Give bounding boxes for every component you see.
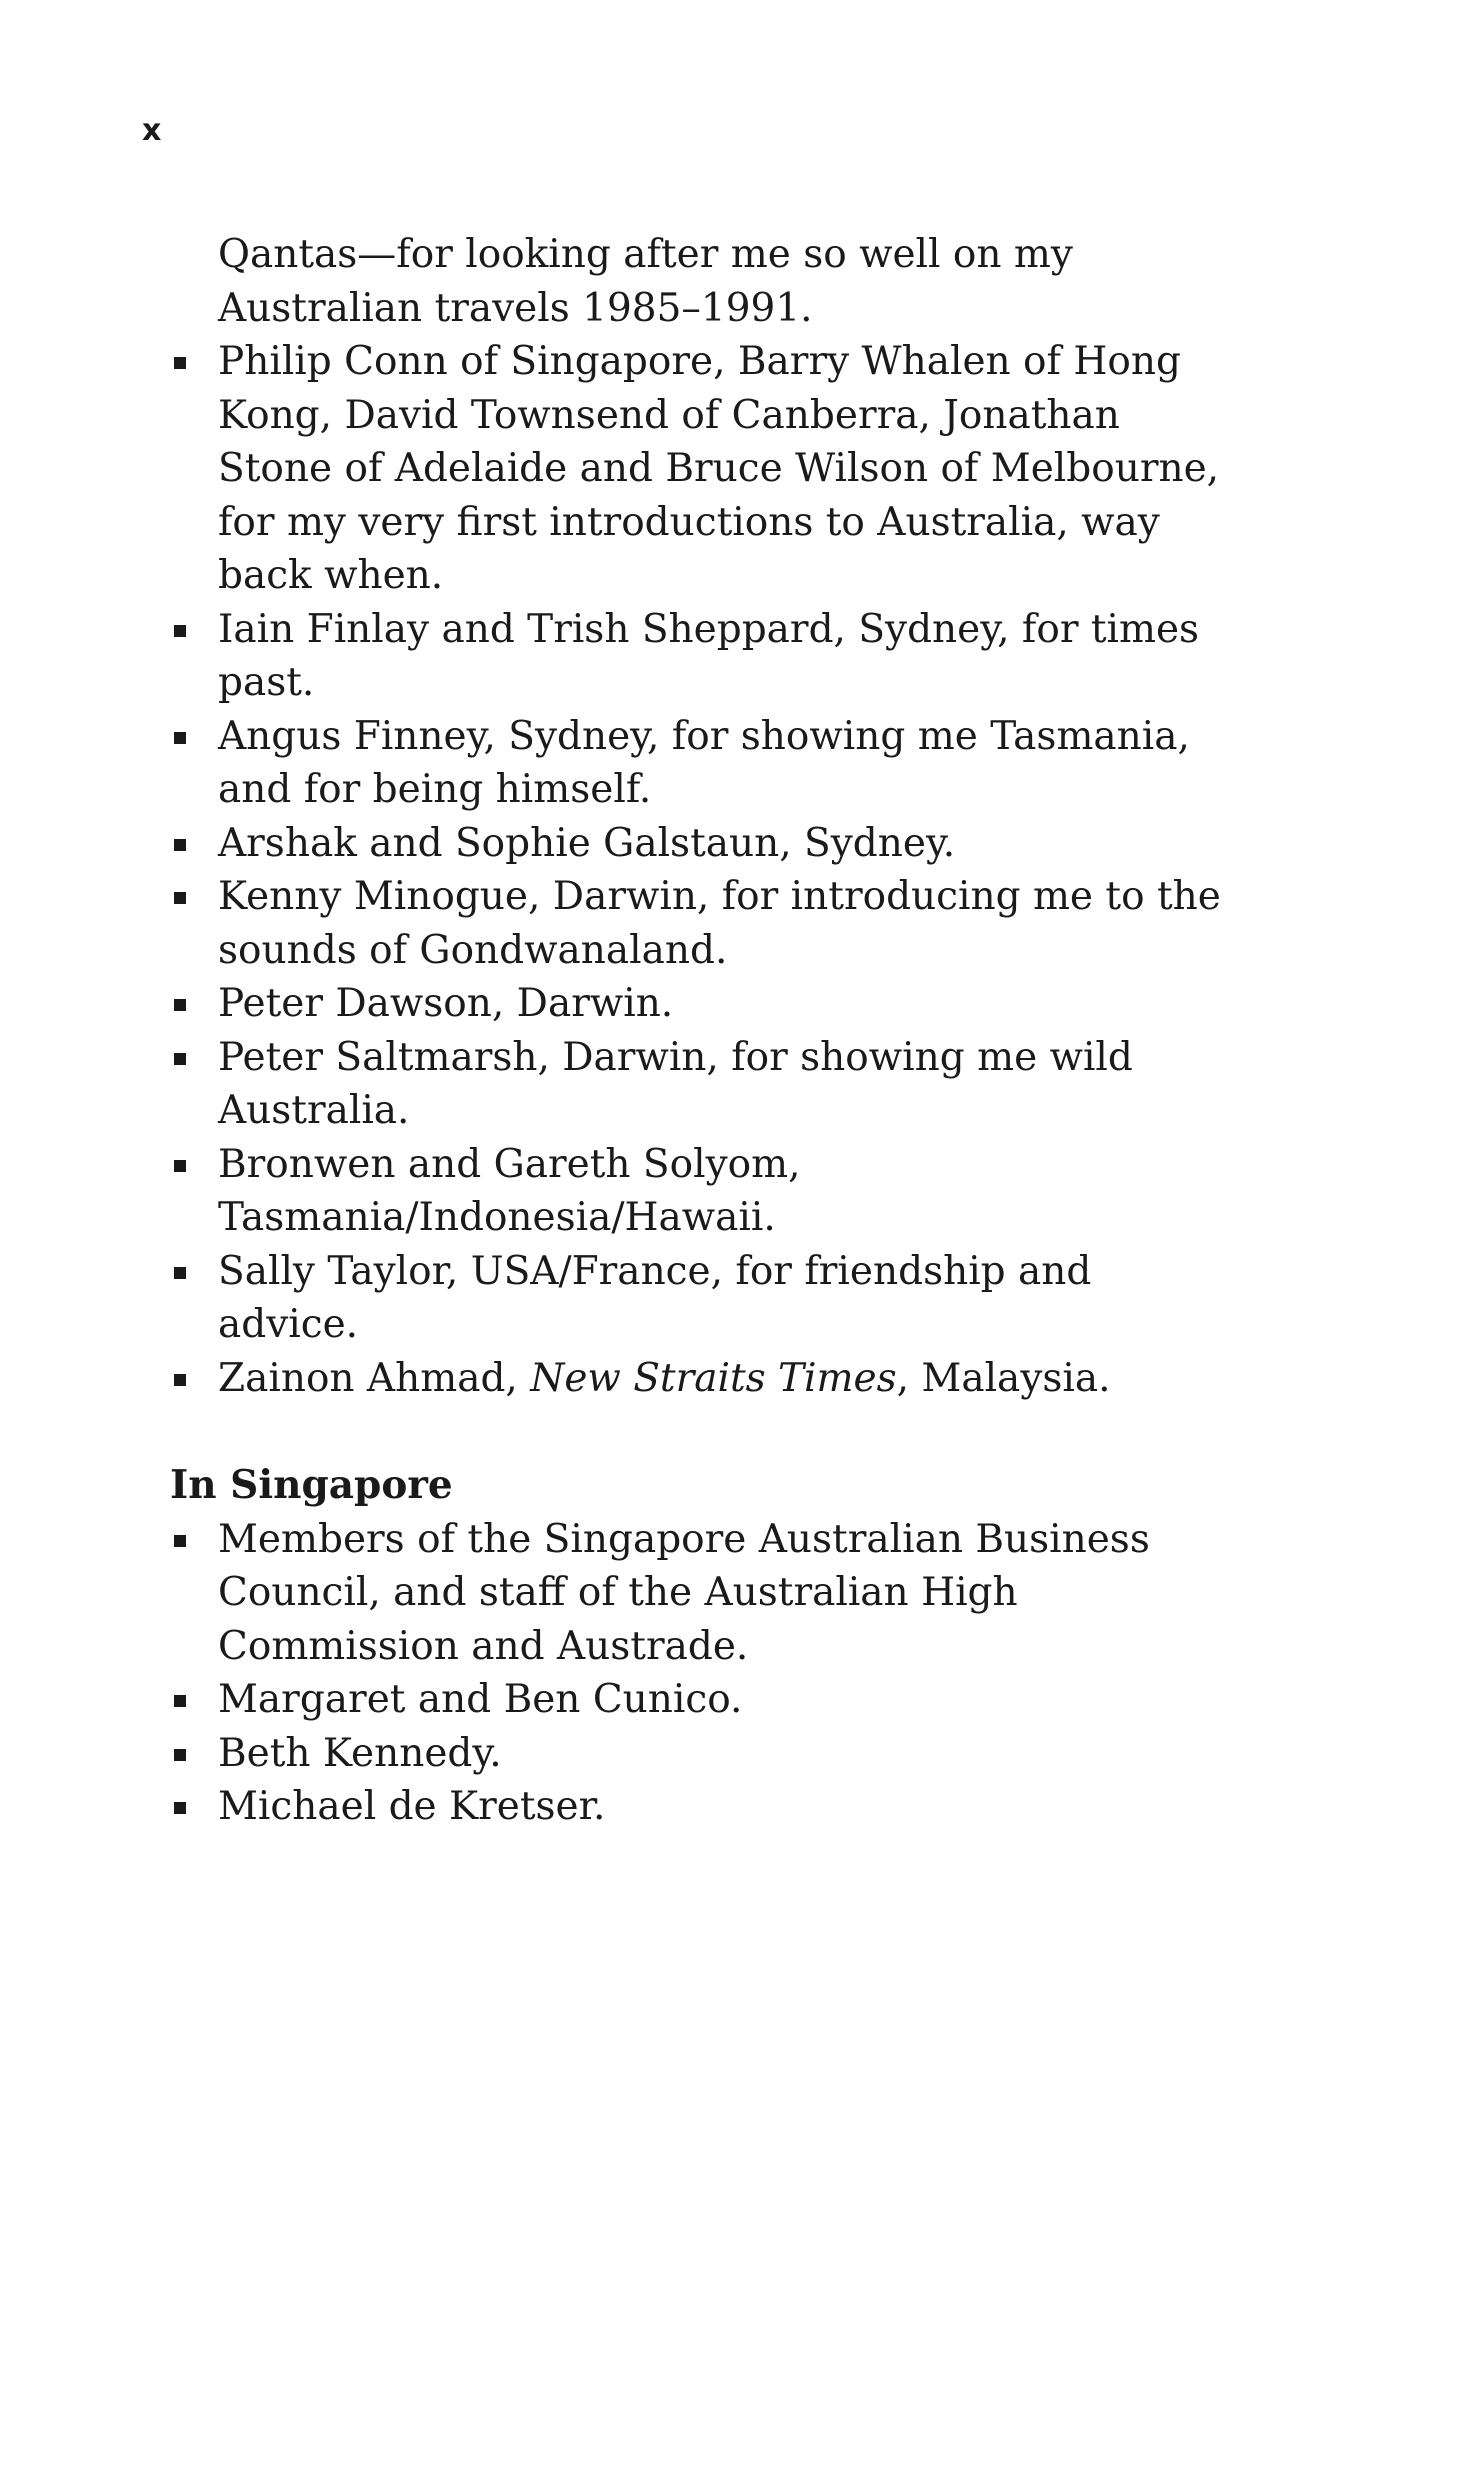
list-item-text: Philip Conn of Singapore, Barry Whalen of Hong Kong, David Townsend of Canberra, Jonathan Stone of Adelaide and Bruce Wilson of Melbourne, for my very first introductions to Australia, way back when. xyxy=(218,339,1220,598)
square-bullet-icon xyxy=(174,625,186,637)
list-item xyxy=(170,1513,1230,1674)
square-bullet-icon xyxy=(174,1802,186,1814)
list-item xyxy=(170,603,1230,710)
list-item-text: Peter Dawson, Darwin. xyxy=(218,981,674,1026)
singapore-list xyxy=(170,1513,1230,1834)
page-content xyxy=(170,228,1230,1834)
square-bullet-icon xyxy=(174,839,186,851)
square-bullet-icon xyxy=(174,1535,186,1547)
square-bullet-icon xyxy=(174,892,186,904)
list-item-text: Kenny Minogue, Darwin, for introducing me to the sounds of Gondwanaland. xyxy=(218,874,1221,973)
list-item-text: Sally Taylor, USA/France, for friendship and advice. xyxy=(218,1248,1092,1347)
list-item xyxy=(170,870,1230,977)
publication-title: New Straits Times xyxy=(530,1355,897,1401)
list-item xyxy=(170,710,1230,817)
square-bullet-icon xyxy=(174,357,186,369)
list-item xyxy=(170,1245,1230,1352)
list-item-text: Beth Kennedy. xyxy=(218,1730,502,1776)
list-item-text-prefix: Zainon Ahmad, xyxy=(218,1355,531,1401)
list-item-text: Iain Finlay and Trish Sheppard, Sydney, for times past. xyxy=(218,606,1200,705)
section-heading-singapore: In Singapore xyxy=(170,1462,453,1508)
square-bullet-icon xyxy=(174,1053,186,1065)
square-bullet-icon xyxy=(174,732,186,744)
list-item-text: Angus Finney, Sydney, for showing me Tasmania, and for being himself. xyxy=(218,713,1190,812)
square-bullet-icon xyxy=(174,1695,186,1707)
list-item-text-suffix: , Malaysia. xyxy=(896,1355,1111,1401)
list-item-text: Bronwen and Gareth Solyom, Tasmania/Indonesia/Hawaii. xyxy=(218,1141,801,1240)
acknowledgements-list xyxy=(170,335,1230,1405)
continuation-paragraph: Qantas—for looking after me so well on my Australian travels 1985–1991. xyxy=(218,232,1073,331)
list-item xyxy=(170,1727,1230,1781)
square-bullet-icon xyxy=(174,1267,186,1279)
square-bullet-icon xyxy=(174,999,186,1011)
list-item-text: Margaret and Ben Cunico. xyxy=(218,1677,743,1722)
page-number: x xyxy=(142,113,162,148)
list-item xyxy=(170,1352,1230,1406)
list-item-text: Members of the Singapore Australian Business Council, and staff of the Australian High Commission and Austrade. xyxy=(218,1516,1150,1669)
list-item xyxy=(170,1673,1230,1727)
list-item xyxy=(170,817,1230,871)
list-item-text: Peter Saltmarsh, Darwin, for showing me wild Australia. xyxy=(218,1034,1133,1133)
square-bullet-icon xyxy=(174,1160,186,1172)
square-bullet-icon xyxy=(174,1749,186,1761)
list-item xyxy=(170,977,1230,1031)
list-item-text: Arshak and Sophie Galstaun, Sydney. xyxy=(218,820,956,866)
square-bullet-icon xyxy=(174,1374,186,1386)
list-item-text: Michael de Kretser. xyxy=(218,1784,606,1829)
list-item xyxy=(170,1031,1230,1138)
list-item xyxy=(170,1780,1230,1834)
list-item xyxy=(170,335,1230,603)
list-item xyxy=(170,1138,1230,1245)
